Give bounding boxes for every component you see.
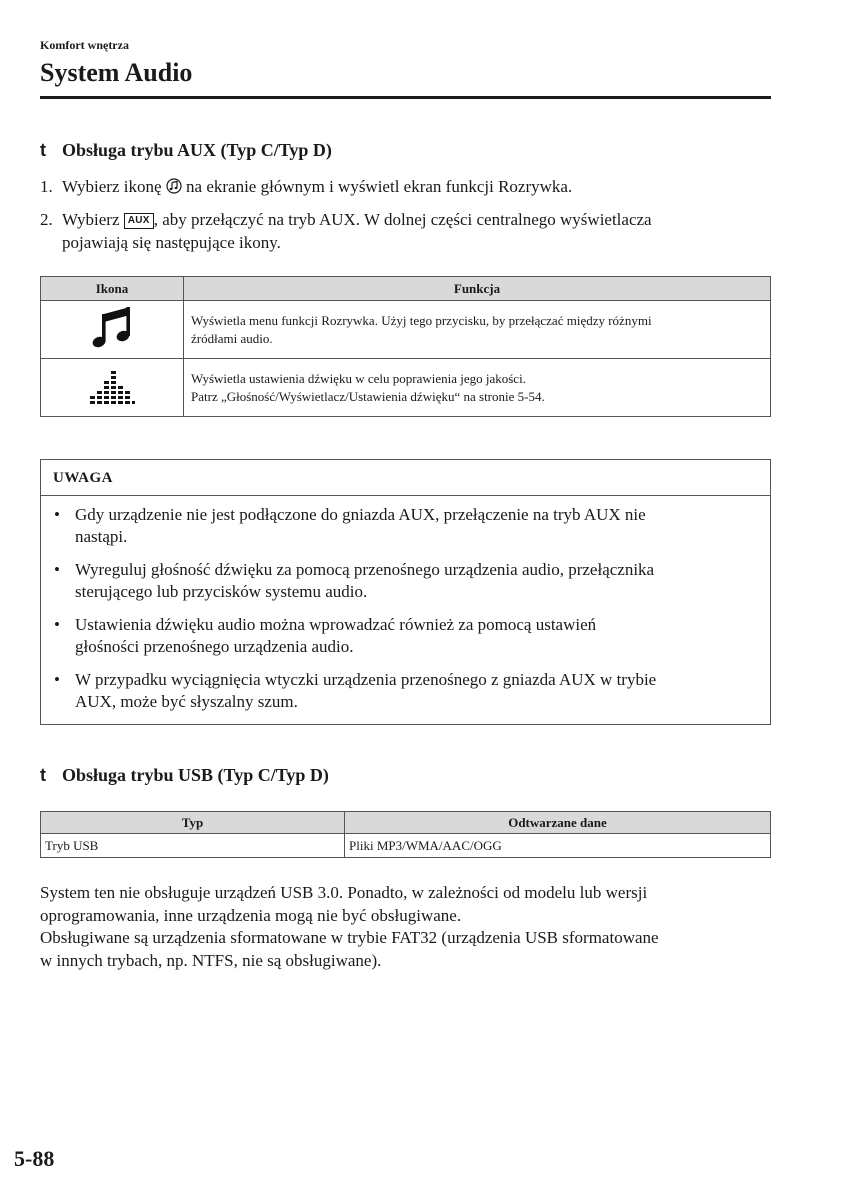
description-line: Wyświetla menu funkcji Rozrywka. Użyj tego przycisku, by przełączać między różnymi: [191, 312, 652, 328]
note-item: [53, 504, 758, 548]
table-header-type: Typ: [41, 812, 345, 834]
description-line: źródłami audio.: [191, 330, 273, 346]
aux-step-2: [40, 208, 770, 254]
page-number: 5-88: [14, 1146, 55, 1171]
usb-body-text: [40, 882, 775, 972]
icon-function-table: [40, 276, 771, 417]
body-line: Obsługiwane są urządzenia sformatowane w trybie FAT32 (urządzenia USB sformatowane: [40, 928, 659, 947]
music-note-circle-icon: [166, 177, 182, 193]
note-item-line: • Ustawienia dźwięku audio można wprowadzać również za pomocą ustawień: [75, 615, 597, 634]
table-cell: Pliki MP3/WMA/AAC/OGG: [345, 834, 771, 858]
step-2-text-after: , aby przełączyć na tryb AUX. W dolnej części centralnego wyświetlacza: [153, 210, 652, 229]
section-marker: t: [40, 140, 46, 160]
section-marker: t: [40, 765, 46, 785]
body-line: System ten nie obsługuje urządzeń USB 3.0. Ponadto, w zależności od modelu lub wersji: [40, 883, 648, 902]
table-cell: Tryb USB: [41, 834, 345, 858]
step-1-text-after: na ekranie głównym i wyświetl ekran funkcji Rozrywka.: [186, 177, 573, 196]
step-1-text-before: Wybierz ikonę: [62, 177, 162, 196]
table-header-playback-data: Odtwarzane dane: [345, 812, 771, 834]
aux-step-1: [40, 175, 770, 198]
note-title: UWAGA: [41, 460, 770, 496]
body-line: oprogramowania, inne urządzenia mogą nie być obsługiwane.: [40, 905, 462, 925]
table-row: [41, 834, 771, 858]
icon-cell: [41, 359, 184, 417]
table-row: [41, 301, 771, 359]
title-divider: [40, 96, 771, 99]
step-2-text-before: Wybierz: [62, 210, 120, 229]
note-box: [40, 459, 771, 725]
description-line: Wyświetla ustawienia dźwięku w celu poprawienia jego jakości.: [191, 370, 526, 386]
note-item-line: AUX, może być słyszalny szum.: [75, 692, 298, 711]
description-line: Patrz „Głośność/Wyświetlacz/Ustawienia dźwięku“ na stronie 5-54.: [191, 388, 545, 404]
note-item: [53, 669, 758, 713]
aux-key-icon: AUX: [124, 213, 154, 229]
note-list: [41, 496, 770, 713]
step-2-text-line2: pojawiają się następujące ikony.: [62, 233, 281, 252]
note-item-line: głośności przenośnego urządzenia audio.: [75, 637, 354, 656]
page-title: System Audio: [40, 58, 193, 87]
aux-section-heading: [40, 140, 332, 161]
breadcrumb: Komfort wnętrza: [40, 38, 129, 52]
body-line: w innych trybach, np. NTFS, nie są obsługiwane).: [40, 950, 382, 970]
note-item-line: nastąpi.: [75, 527, 128, 546]
function-description: [184, 359, 771, 417]
table-header-function: Funkcja: [184, 277, 771, 301]
music-note-icon: [90, 338, 134, 353]
step-number: 1.: [40, 177, 53, 196]
step-number: 2.: [40, 210, 53, 229]
table-row: [41, 359, 771, 417]
usb-table: [40, 811, 771, 858]
note-item-line: • Wyreguluj głośność dźwięku za pomocą przenośnego urządzenia audio, przełącznika: [75, 560, 655, 579]
table-header-icon: Ikona: [41, 277, 184, 301]
note-item-line: sterującego lub przycisków systemu audio.: [75, 582, 368, 601]
equalizer-icon: [88, 395, 136, 410]
note-item: [53, 559, 758, 603]
function-description: [184, 301, 771, 359]
icon-cell: [41, 301, 184, 359]
usb-section-heading: [40, 765, 329, 786]
aux-heading-text: Obsługa trybu AUX (Typ C/Typ D): [62, 140, 332, 160]
note-item-line: • Gdy urządzenie nie jest podłączone do gniazda AUX, przełączenie na tryb AUX nie: [75, 505, 646, 524]
note-item-line: • W przypadku wyciągnięcia wtyczki urządzenia przenośnego z gniazda AUX w trybie: [75, 670, 657, 689]
note-item: [53, 614, 758, 658]
usb-heading-text: Obsługa trybu USB (Typ C/Typ D): [62, 765, 329, 785]
